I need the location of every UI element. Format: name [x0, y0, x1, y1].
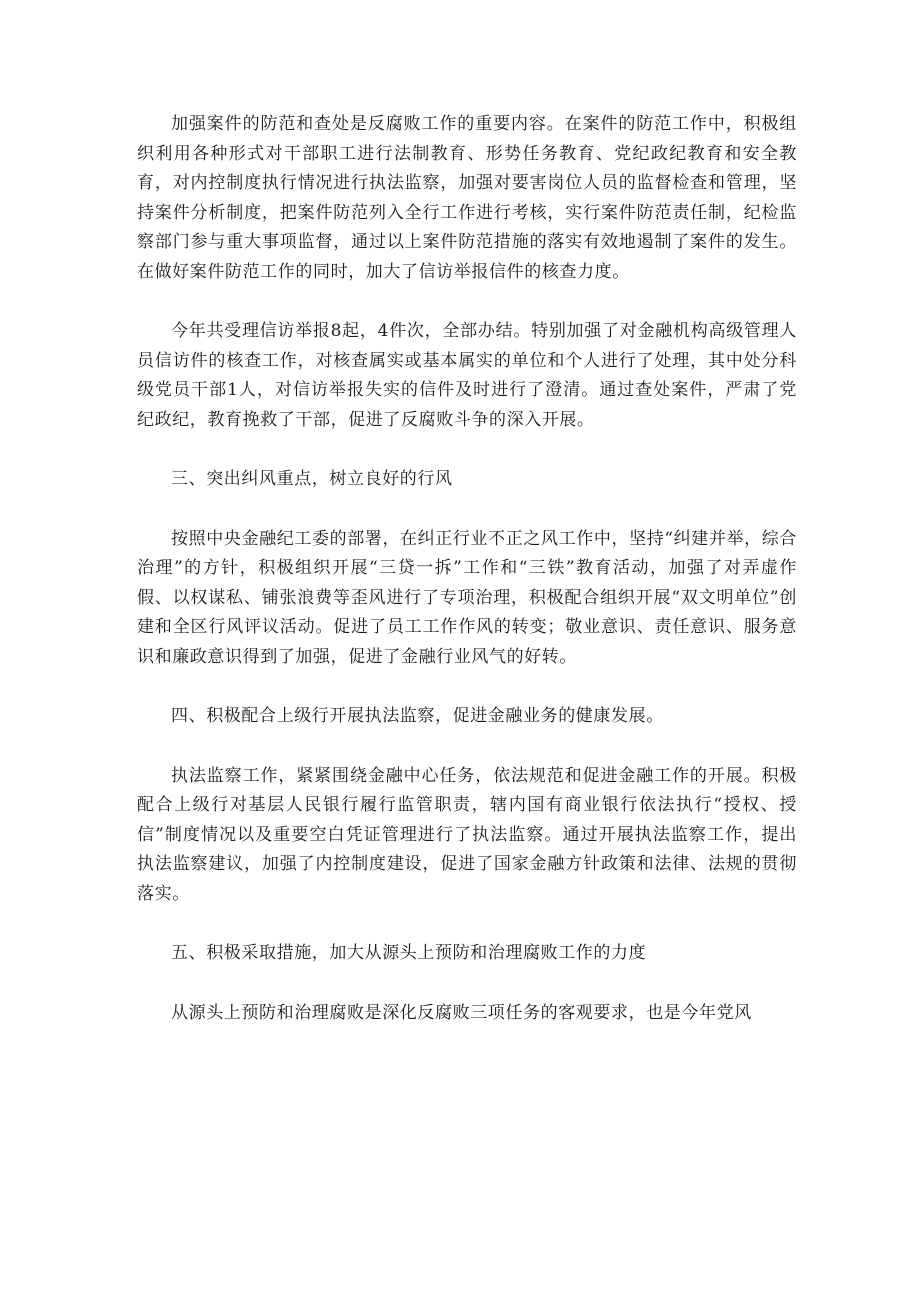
document-page — [137, 110, 797, 1028]
paragraph-source-prevention: 从源头上预防和治理腐败是深化反腐败三项任务的客观要求，也是今年党风 — [171, 1002, 752, 1023]
paragraph-petition-reports: 今年共受理信访举报8起，4件次，全部办结。特别加强了对金融机构高级管理人员信访件的核查工作，对核查属实或基本属实的单位和个人进行了处理，其中处分科级党员干部1人，对信访举报失实的信件及时进行了澄清。通过查处案件，严肃了党纪政纪，教育挽救了干部，促进了反腐败斗争的深入开展。 — [137, 321, 797, 430]
paragraph-gap — [137, 969, 797, 999]
paragraph-gap — [137, 909, 797, 939]
paragraph-gap — [137, 287, 797, 317]
paragraph-gap — [137, 495, 797, 525]
paragraph-industry-style: 按照中央金融纪工委的部署，在纠正行业不正之风工作中，坚持“纠建并举，综合治理”的方针，积极组织开展“三贷一拆”工作和“三铁”教育活动，加强了对弄虚作假、以权谋私、铺张浪费等歪风进行了专项治理，积极配合组织开展“双文明单位”创建和全区行风评议活动。促进了员工工作作风的转变；敬业意识、责任意识、服务意识和廉政意识得到了加强，促进了金融行业风气的好转。 — [137, 528, 797, 667]
section-heading-5: 五、积极采取措施，加大从源头上预防和治理腐败工作的力度 — [171, 943, 647, 963]
paragraph-law-enforcement: 执法监察工作，紧紧围绕金融中心任务，依法规范和促进金融工作的开展。积极配合上级行对基层人民银行履行监管职责，辖内国有商业银行依法执行“授权、授信”制度情况以及重要空白凭证管理进行了执法监察。通过开展执法监察工作，提出执法监察建议，加强了内控制度建设，促进了国家金融方针政策和法律、法规的贯彻落实。 — [137, 765, 797, 904]
paragraph-gap — [137, 435, 797, 465]
paragraph-case-prevention: 加强案件的防范和查处是反腐败工作的重要内容。在案件的防范工作中，积极组织利用各种形式对干部职工进行法制教育、形势任务教育、党纪政纪教育和安全教育，对内控制度执行情况进行执法监察，加强对要害岗位人员的监督检查和管理，坚持案件分析制度，把案件防范列入全行工作进行考核，实行案件防范责任制，纪检监察部门参与重大事项监督，通过以上案件防范措施的落实有效地遏制了案件的发生。在做好案件防范工作的同时，加大了信访举报信件的核查力度。 — [137, 114, 797, 282]
section-heading-4: 四、积极配合上级行开展执法监察，促进金融业务的健康发展。 — [171, 706, 664, 726]
section-heading-3: 三、突出纠风重点，树立良好的行风 — [171, 469, 453, 489]
paragraph-gap — [137, 672, 797, 702]
paragraph-gap — [137, 732, 797, 762]
